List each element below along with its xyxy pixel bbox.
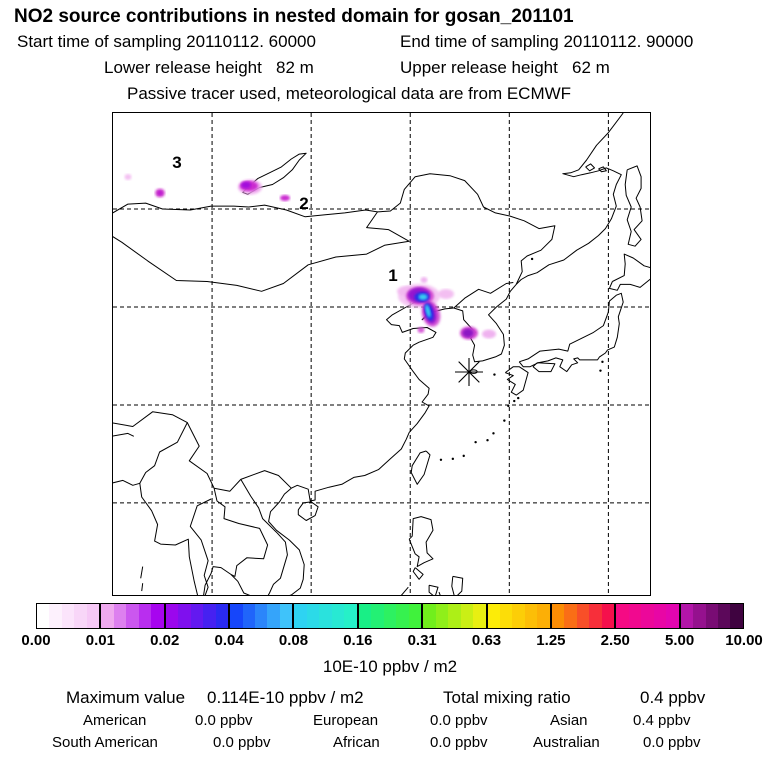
colorbar-cell xyxy=(706,604,718,628)
island-dot xyxy=(492,432,494,434)
map-region-label: 3 xyxy=(172,153,182,172)
colorbar-cell xyxy=(525,604,537,628)
colorbar-tick-label: 0.02 xyxy=(150,632,180,649)
colorbar-cell xyxy=(500,604,512,628)
colorbar-segment xyxy=(550,604,614,628)
region-value: 0.0 ppbv xyxy=(430,734,488,751)
region-name: South American xyxy=(52,734,158,751)
tracer-plume xyxy=(418,327,425,333)
colorbar-segment xyxy=(228,604,292,628)
region-value: 0.0 ppbv xyxy=(195,712,253,729)
region-value: 0.0 ppbv xyxy=(643,734,701,751)
region-value: 0.4 ppbv xyxy=(633,712,691,729)
colorbar-cell xyxy=(629,604,641,628)
coastline xyxy=(452,576,463,595)
lower-release-text: Lower release height 82 m xyxy=(104,58,314,77)
coastline xyxy=(439,592,442,595)
coastline xyxy=(411,451,430,484)
colorbar-cell xyxy=(461,604,473,628)
colorbar-cell xyxy=(359,604,371,628)
island-dot xyxy=(517,397,519,399)
tracer-plume xyxy=(421,277,428,283)
colorbar-cell xyxy=(114,604,126,628)
coastline xyxy=(113,203,409,291)
total-mixing-ratio-label: Total mixing ratio xyxy=(443,688,571,707)
coastline xyxy=(378,174,555,285)
tracer-plume xyxy=(157,191,163,196)
colorbar-segment xyxy=(357,604,421,628)
coastline xyxy=(519,293,623,371)
island-dot xyxy=(486,439,488,441)
coastline xyxy=(454,283,514,309)
colorbar-tick-label: 0.04 xyxy=(214,632,244,649)
island-dot xyxy=(601,361,603,363)
colorbar-cell xyxy=(151,604,163,628)
coastline xyxy=(203,567,231,595)
colorbar-cell xyxy=(344,604,356,628)
colorbar-cell xyxy=(641,604,653,628)
colorbar-segment xyxy=(679,604,743,628)
colorbar-cell xyxy=(332,604,344,628)
colorbar-cell xyxy=(473,604,485,628)
colorbar-cell xyxy=(294,604,306,628)
east-asia-map xyxy=(113,113,650,595)
tracer-plume xyxy=(438,289,454,299)
coastline xyxy=(429,585,438,595)
coastline xyxy=(392,587,408,595)
colorbar-cell xyxy=(409,604,421,628)
colorbar-cell xyxy=(255,604,267,628)
island-dot xyxy=(513,400,515,402)
page-title: NO2 source contributions in nested domain for gosan_201101 xyxy=(14,6,574,27)
colorbar-tick-label: 0.08 xyxy=(278,632,309,649)
island-dot xyxy=(531,258,533,260)
coastline xyxy=(609,254,650,290)
colorbar-cell xyxy=(693,604,705,628)
upper-release-text: Upper release height 62 m xyxy=(400,58,610,77)
colorbar-cell xyxy=(62,604,74,628)
coastline xyxy=(113,480,198,595)
tracer-plume xyxy=(125,174,132,180)
total-mixing-ratio-value: 0.4 ppbv xyxy=(640,688,706,707)
coastline xyxy=(505,367,528,395)
region-name: American xyxy=(83,712,147,729)
tracer-plume xyxy=(280,195,290,201)
coastline xyxy=(586,164,595,171)
colorbar-cell xyxy=(371,604,383,628)
coastline xyxy=(454,284,516,361)
colorbar-segment xyxy=(37,604,99,628)
colorbar-cell xyxy=(126,604,138,628)
colorbar-cell xyxy=(512,604,524,628)
island-dot xyxy=(474,441,476,443)
colorbar-segment xyxy=(421,604,485,628)
colorbar-tick-label: 0.00 xyxy=(21,632,51,649)
colorbar-cell xyxy=(319,604,331,628)
coastline xyxy=(409,517,433,567)
island-dot xyxy=(452,458,454,460)
colorbar-cell xyxy=(448,604,460,628)
colorbar-segment xyxy=(99,604,163,628)
coastline xyxy=(214,488,268,576)
island-dot xyxy=(440,459,442,461)
region-name: Asian xyxy=(550,712,588,729)
colorbar-tick-label: 2.50 xyxy=(600,632,630,649)
colorbar-cell xyxy=(537,604,549,628)
colorbar-tick-label: 0.16 xyxy=(343,632,373,649)
colorbar-tick-label: 0.01 xyxy=(85,632,115,649)
colorbar-cell xyxy=(423,604,435,628)
tracer-plume xyxy=(463,329,474,338)
colorbar-segment xyxy=(486,604,550,628)
colorbar-cell xyxy=(384,604,396,628)
tracer-plume xyxy=(419,294,428,300)
colorbar-cell xyxy=(488,604,500,628)
region-value: 0.0 ppbv xyxy=(213,734,271,751)
colorbar-cell xyxy=(37,604,49,628)
coastline xyxy=(269,298,454,595)
island-dot xyxy=(503,419,505,421)
colorbar-cell xyxy=(666,604,678,628)
colorbar-segment xyxy=(292,604,356,628)
coastline xyxy=(187,423,291,492)
colorbar-cell xyxy=(552,604,564,628)
coastline xyxy=(298,502,318,521)
colorbar-cell xyxy=(577,604,589,628)
maximum-value-label: Maximum value xyxy=(66,688,186,707)
colorbar-cell xyxy=(166,604,178,628)
colorbar-cell xyxy=(191,604,203,628)
colorbar-cell xyxy=(74,604,86,628)
colorbar-cell xyxy=(654,604,666,628)
colorbar-tick-label: 5.00 xyxy=(665,632,695,649)
colorbar-cell xyxy=(730,604,742,628)
colorbar-cell xyxy=(280,604,292,628)
island-dot xyxy=(493,373,495,375)
colorbar-cell xyxy=(49,604,61,628)
colorbar-cell xyxy=(267,604,279,628)
coastline xyxy=(141,567,143,579)
island-dot xyxy=(599,369,601,371)
map-region-label: 1 xyxy=(388,266,398,285)
end-time-text: End time of sampling 20110112. 90000 xyxy=(400,32,694,51)
colorbar-cell xyxy=(178,604,190,628)
tracer-plume xyxy=(482,330,496,339)
region-value: 0.0 ppbv xyxy=(430,712,488,729)
coastline xyxy=(413,568,423,580)
colorbar-cell xyxy=(230,604,242,628)
start-time-text: Start time of sampling 20110112. 60000 xyxy=(17,32,316,51)
colorbar-cell xyxy=(101,604,113,628)
island-dot xyxy=(463,455,465,457)
colorbar-tick-label: 0.31 xyxy=(407,632,437,649)
colorbar-tick-label: 1.25 xyxy=(536,632,566,649)
tracer-plume xyxy=(241,182,251,189)
coastline xyxy=(113,433,134,436)
maximum-value: 0.114E-10 ppbv / m2 xyxy=(207,688,364,707)
colorbar-cell xyxy=(139,604,151,628)
colorbar-cell xyxy=(436,604,448,628)
colorbar-cell xyxy=(718,604,730,628)
colorbar-cell xyxy=(243,604,255,628)
colorbar-tick-label: 0.63 xyxy=(471,632,502,649)
colorbar-tick-label: 10.00 xyxy=(725,632,763,649)
tracer-note-text: Passive tracer used, meteorological data are from ECMWF xyxy=(127,84,572,103)
colorbar-segment xyxy=(164,604,228,628)
coastline xyxy=(113,412,187,484)
colorbar-cell xyxy=(307,604,319,628)
colorbar-cell xyxy=(87,604,99,628)
coastline xyxy=(625,166,642,246)
map-region-label: 2 xyxy=(299,194,309,213)
colorbar-cell xyxy=(216,604,228,628)
colorbar-cell xyxy=(589,604,601,628)
island-dot xyxy=(507,405,509,407)
colorbar-cell xyxy=(564,604,576,628)
region-name: Australian xyxy=(533,734,600,751)
colorbar-cell xyxy=(602,604,614,628)
colorbar xyxy=(36,603,744,629)
colorbar-unit-label: 10E-10 ppbv / m2 xyxy=(322,657,458,676)
colorbar-cell xyxy=(396,604,408,628)
colorbar-segment xyxy=(614,604,678,628)
colorbar-cell xyxy=(616,604,628,628)
colorbar-cell xyxy=(203,604,215,628)
coastline xyxy=(142,583,143,591)
map-panel xyxy=(112,112,651,596)
colorbar-cell xyxy=(681,604,693,628)
region-name: African xyxy=(333,734,380,751)
region-name: European xyxy=(313,712,379,729)
